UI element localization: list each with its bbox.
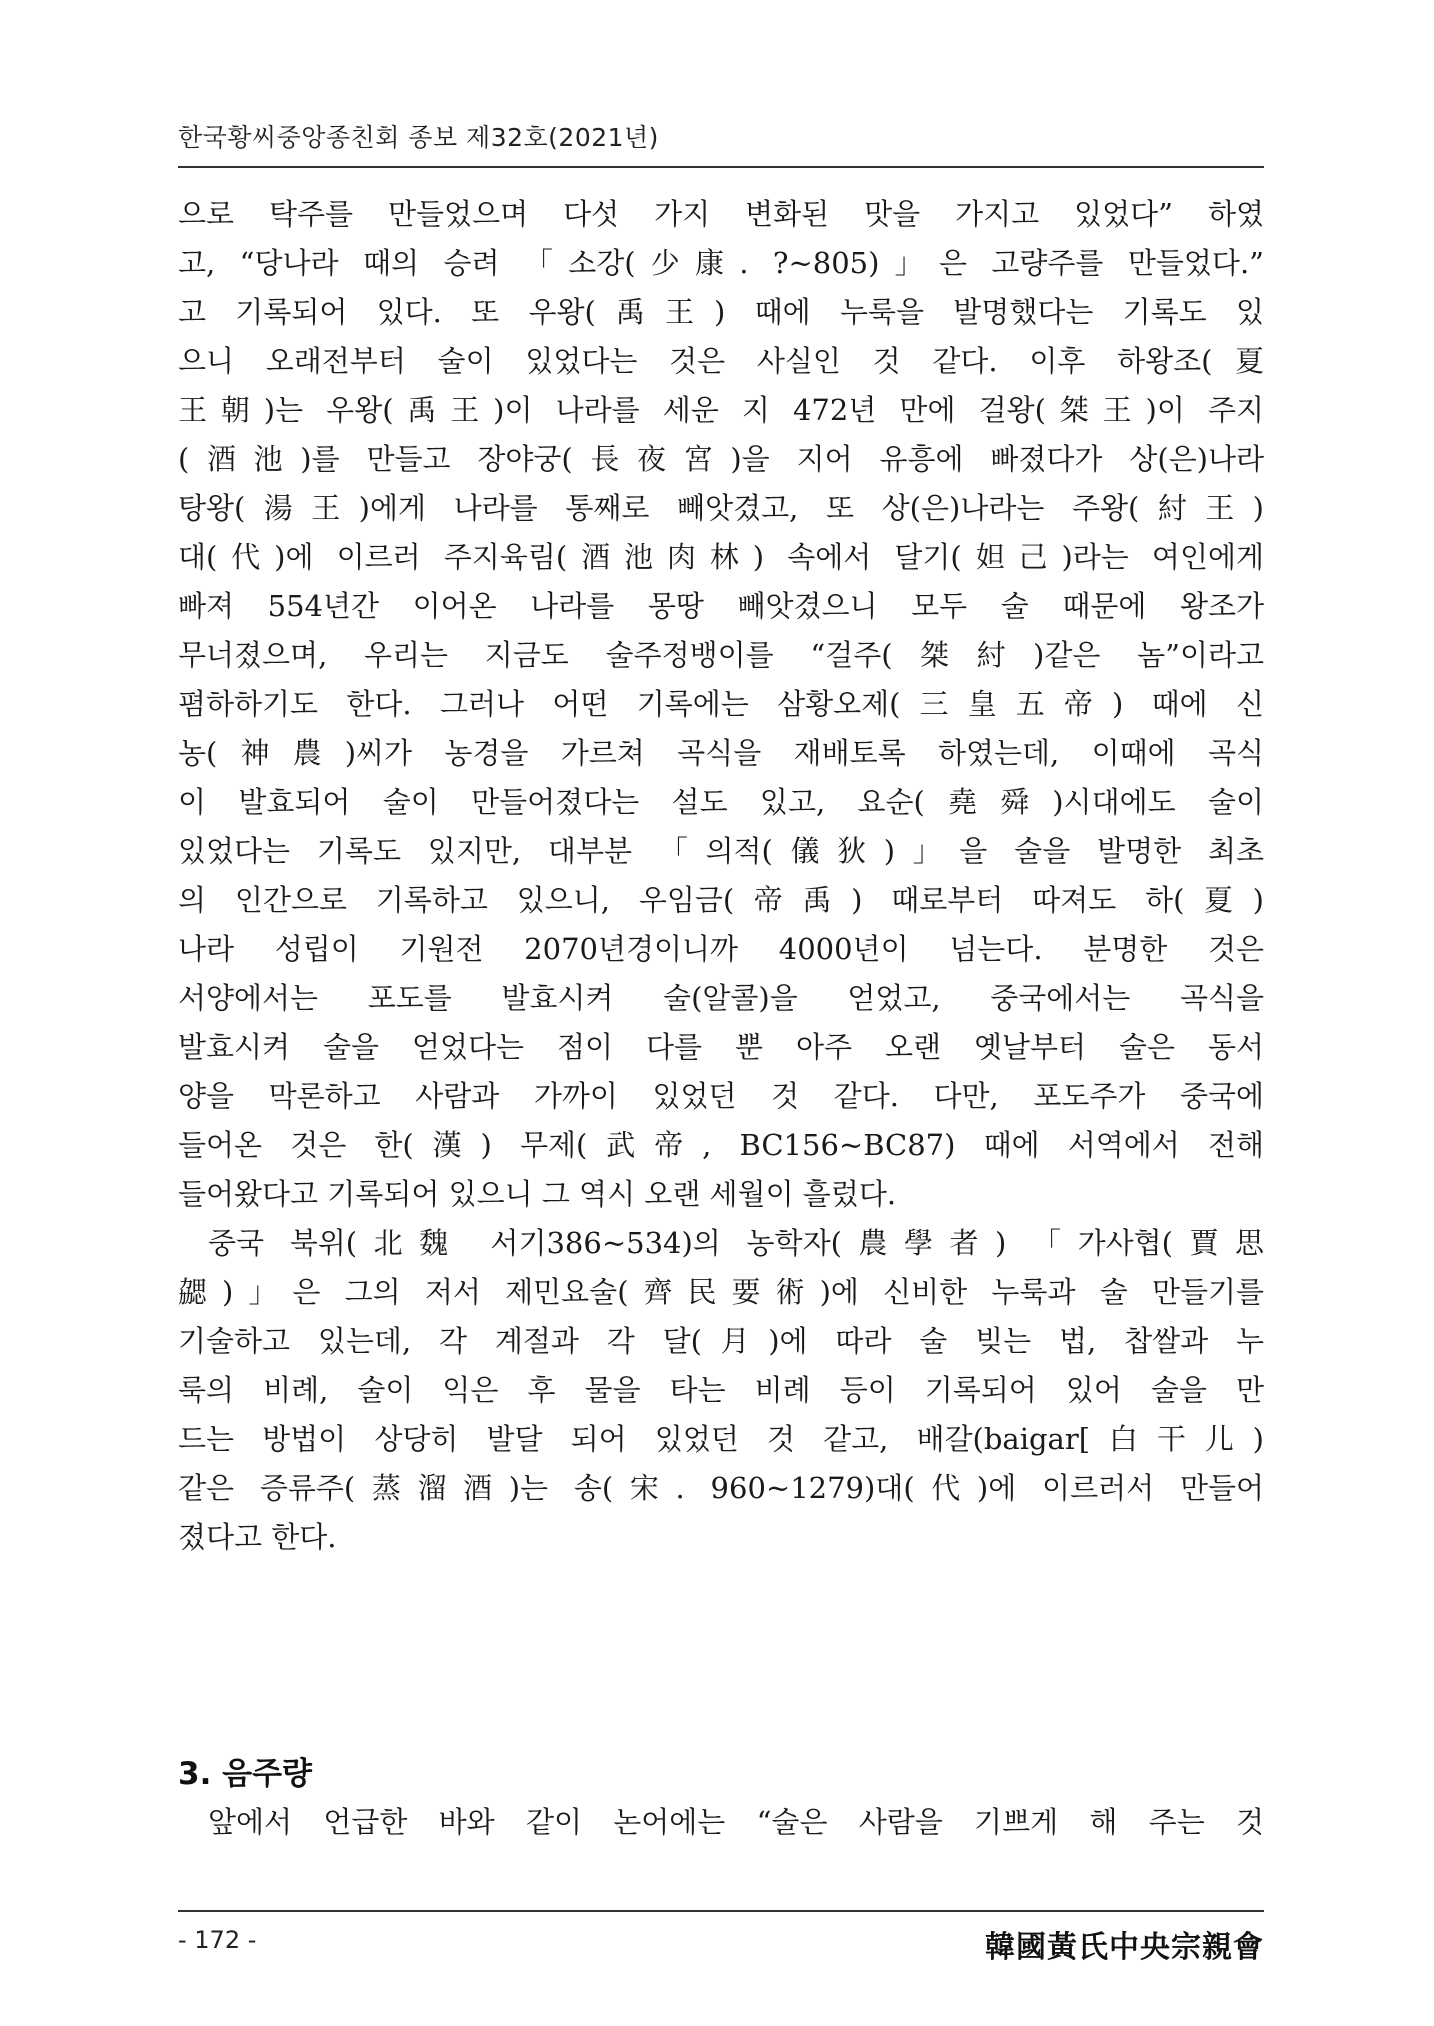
text-line: 룩의 비례, 술이 익은 후 물을 타는 비례 등이 기록되어 있어 술을 만 (178, 1373, 1264, 1407)
text-line: 이 발효되어 술이 만들어졌다는 설도 있고, 요순(堯舜)시대에도 술이 (178, 785, 1264, 819)
text-line: 폄하하기도 한다. 그러나 어떤 기록에는 삼황오제(三皇五帝) 때에 신 (178, 687, 1264, 721)
body-text (178, 190, 1264, 1562)
text-line: 졌다고 한다. (178, 1520, 337, 1554)
text-line: 앞에서 언급한 바와 같이 논어에는 “술은 사람을 기쁘게 해 주는 것 (208, 1805, 1264, 1839)
text-line: 같은 증류주(蒸溜酒)는 송(宋. 960~1279)대(代)에 이르러서 만들어 (178, 1471, 1264, 1505)
text-line: 무너졌으며, 우리는 지금도 술주정뱅이를 “걸주(桀紂)같은 놈”이라고 (178, 638, 1264, 672)
text-line: 농(神農)씨가 농경을 가르쳐 곡식을 재배토록 하였는데, 이때에 곡식 (178, 736, 1264, 770)
text-line: 들어온 것은 한(漢) 무제(武帝, BC156~BC87) 때에 서역에서 전해 (178, 1128, 1264, 1162)
page-header (178, 118, 1264, 168)
text-line: (酒池)를 만들고 장야궁(長夜宮)을 지어 유흥에 빠졌다가 상(은)나라 (178, 442, 1264, 476)
text-line: 있었다는 기록도 있지만, 대부분 「의적(儀狄)」을 술을 발명한 최초 (178, 834, 1264, 868)
page-number: - 172 - (178, 1926, 257, 1954)
organization-name: 韓國黃氏中央宗親會 (985, 1930, 1264, 1965)
text-line: 들어왔다고 기록되어 있으니 그 역시 오랜 세월이 흘렀다. (178, 1177, 897, 1211)
section-heading: 3. 음주량 (178, 1756, 312, 1792)
text-line: 탕왕(湯王)에게 나라를 통째로 빼앗겼고, 또 상(은)나라는 주왕(紂王) (178, 491, 1264, 525)
text-line: 대(代)에 이르러 주지육림(酒池肉林) 속에서 달기(妲己)라는 여인에게 (178, 540, 1264, 574)
text-line: 발효시켜 술을 얻었다는 점이 다를 뿐 아주 오랜 옛날부터 술은 동서 (178, 1030, 1264, 1064)
page-footer (178, 1910, 1264, 1972)
text-line: 서양에서는 포도를 발효시켜 술(알콜)을 얻었고, 중국에서는 곡식을 (178, 981, 1264, 1015)
text-line: 나라 성립이 기원전 2070년경이니까 4000년이 넘는다. 분명한 것은 (178, 932, 1264, 966)
text-line: 으로 탁주를 만들었으며 다섯 가지 변화된 맛을 가지고 있었다” 하였 (178, 197, 1264, 231)
text-line: 드는 방법이 상당히 발달 되어 있었던 것 같고, 배갈(baigar[白干儿) (178, 1422, 1264, 1456)
text-line: 기술하고 있는데, 각 계절과 각 달(月)에 따라 술 빚는 법, 찹쌀과 누 (178, 1324, 1264, 1358)
text-line: 중국 북위(北魏 서기386~534)의 농학자(農學者) 「가사협(賈思 (208, 1226, 1264, 1260)
text-line: 王朝)는 우왕(禹王)이 나라를 세운 지 472년 만에 걸왕(桀王)이 주지 (178, 393, 1264, 427)
text-line: 勰)」은 그의 저서 제민요술(齊民要術)에 신비한 누룩과 술 만들기를 (178, 1275, 1264, 1309)
text-line: 양을 막론하고 사람과 가까이 있었던 것 같다. 다만, 포도주가 중국에 (178, 1079, 1264, 1113)
text-line: 빠져 554년간 이어온 나라를 몽땅 빼앗겼으니 모두 술 때문에 왕조가 (178, 589, 1264, 623)
text-line: 의 인간으로 기록하고 있으니, 우임금(帝禹) 때로부터 따져도 하(夏) (178, 883, 1264, 917)
text-line: 으니 오래전부터 술이 있었다는 것은 사실인 것 같다. 이후 하왕조(夏 (178, 344, 1264, 378)
text-line: 고, “당나라 때의 승려 「소강(少康. ?~805)」은 고량주를 만들었다.” (178, 246, 1264, 280)
text-line: 고 기록되어 있다. 또 우왕(禹王) 때에 누룩을 발명했다는 기록도 있 (178, 295, 1264, 329)
publication-title: 한국황씨중앙종친회 종보 제32호(2021년) (178, 123, 659, 152)
section-drinking-amount (178, 1750, 1264, 1847)
